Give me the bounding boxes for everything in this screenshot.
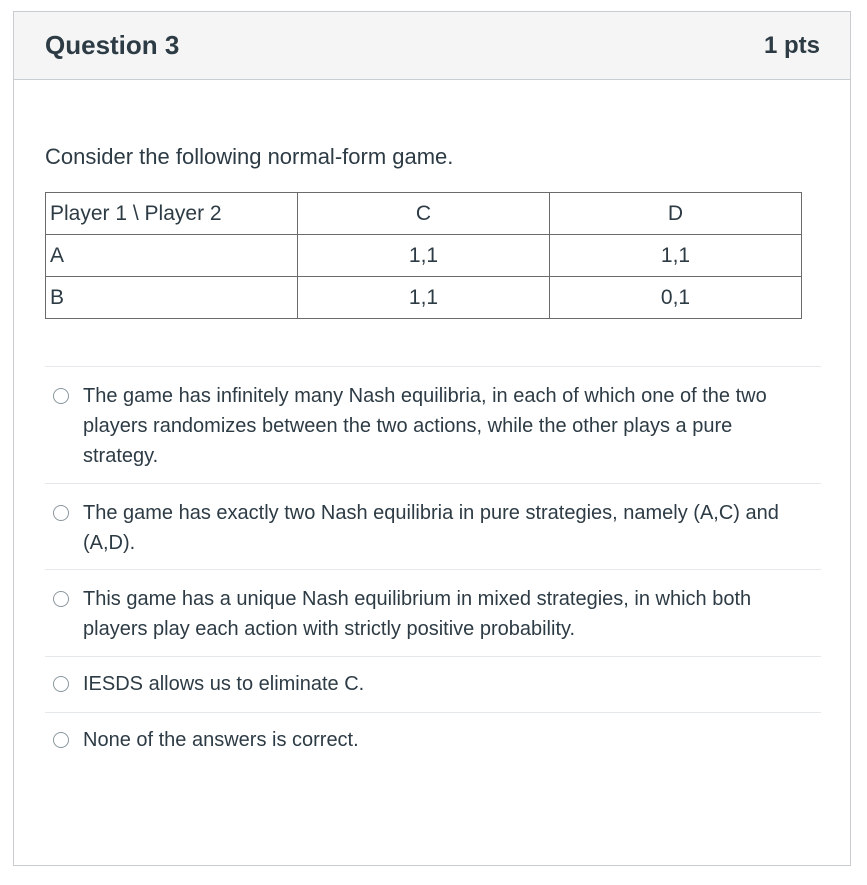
radio-button-icon[interactable]: [53, 676, 69, 692]
radio-button-icon[interactable]: [53, 505, 69, 521]
payoff-cell: 0,1: [550, 277, 802, 319]
table-corner-cell: Player 1 \ Player 2: [46, 193, 298, 235]
payoff-table: [45, 192, 802, 319]
table-row: [46, 235, 802, 277]
answer-text: IESDS allows us to eliminate C.: [83, 673, 365, 695]
question-prompt: Consider the following normal-form game.: [45, 144, 454, 169]
column-header-c: C: [298, 193, 550, 235]
answer-option-1[interactable]: [45, 366, 821, 483]
radio-button-icon[interactable]: [53, 591, 69, 607]
table-row: [46, 277, 802, 319]
question-card: [13, 11, 851, 866]
payoff-cell: 1,1: [298, 235, 550, 277]
column-header-d: D: [550, 193, 802, 235]
question-body: [14, 144, 850, 319]
answer-text: The game has exactly two Nash equilibria in pure strategies, namely (A,C) and (A,D).: [83, 502, 779, 554]
row-header-a: A: [46, 235, 298, 277]
payoff-cell: 1,1: [298, 277, 550, 319]
answer-option-3[interactable]: [45, 569, 821, 656]
question-header: [14, 12, 850, 80]
answer-text: None of the answers is correct.: [83, 729, 359, 751]
radio-button-icon[interactable]: [53, 732, 69, 748]
question-points: 1 pts: [763, 31, 820, 59]
answer-option-4[interactable]: [45, 656, 821, 712]
row-header-b: B: [46, 277, 298, 319]
payoff-cell: 1,1: [550, 235, 802, 277]
radio-button-icon[interactable]: [53, 388, 69, 404]
answer-list: [45, 366, 821, 768]
answer-option-5[interactable]: [45, 712, 821, 768]
question-title: Question 3: [45, 30, 180, 60]
table-header-row: [46, 193, 802, 235]
answer-text: The game has infinitely many Nash equilibria, in each of which one of the two players randomizes between the two actions, while the other plays a pure strategy.: [83, 385, 767, 467]
answer-option-2[interactable]: [45, 483, 821, 569]
answer-text: This game has a unique Nash equilibrium in mixed strategies, in which both players play each action with strictly positive probability.: [83, 588, 752, 640]
